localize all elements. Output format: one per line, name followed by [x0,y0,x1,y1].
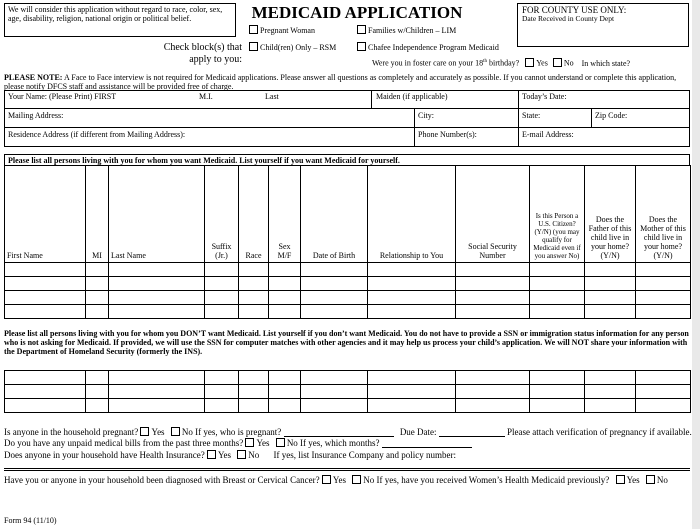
q3-list-label: If yes, list Insurance Company and policy number: [273,450,457,460]
q3-no-label: No [248,450,260,460]
phone-field[interactable]: Phone Number(s): [418,130,477,139]
option-label: Chafee Independence Program Medicaid [368,43,499,52]
option-pregnant-woman[interactable] [249,25,315,35]
check-block-label [148,42,242,65]
q1-due-input[interactable] [439,428,505,437]
residence-address-field[interactable]: Residence Address (if different from Mailing Address): [8,130,186,139]
option-children-rsm[interactable] [249,42,336,52]
option-label: Families w/Children – LIM [368,26,457,35]
q4-no-label: No If yes, have you received Women’s Health Medicaid previously? [363,475,610,485]
col-suffix: Suffix (Jr.) [205,166,239,263]
foster-suffix: birthday? [486,58,520,68]
q4-yes-label: Yes [332,475,347,485]
table-row[interactable] [5,277,691,291]
table2-heading [4,329,690,356]
foster-no-label: No [563,58,574,68]
check-block-label-line2: apply to you: [189,54,242,65]
col-sex: Sex M/F [269,166,301,263]
col-citizen: Is this Person a U.S. Citizen? (Y/N) (you may qualify for Medicaid even if you answer No) [530,166,585,263]
q4-text: Have you or anyone in your household been diagnosed with Breast or Cervical Cancer? [4,475,320,485]
form-title: MEDICAID APPLICATION [251,3,463,22]
checkbox-q1-no[interactable] [171,427,180,436]
col-ssn: Social Security Number [456,166,530,263]
q1-due-label: Due Date: [399,427,437,437]
notice-text: A Face to Face interview is not required for Medicaid applications. Please answer all questions as completely and accurately as possible. If you cannot understand or complete this application, please notify DFCS staff and assistance will be provided free of charge. [4,73,677,91]
check-block-label-line1: Check block(s) that [163,42,242,53]
checkbox-foster-no[interactable] [553,58,562,67]
today-date-field[interactable]: Today’s Date: [522,92,567,101]
checkbox-pregnant-woman[interactable] [249,25,258,34]
table-row[interactable] [5,371,691,385]
disclaimer-text: We will consider this application without regard to race, color, sex, age, disability, religion, national origin or political belief. [8,5,223,23]
checkbox-q4-yes2[interactable] [616,475,625,484]
county-use-box [517,3,689,47]
email-field[interactable]: E-mail Address: [522,130,574,139]
foster-prefix: Were you in foster care on your 18 [372,58,484,68]
col-last-name: Last Name [109,166,205,263]
checkbox-q4-yes[interactable] [322,475,331,484]
checkbox-chafee[interactable] [357,42,366,51]
col-mi: MI [86,166,109,263]
checkbox-children-rsm[interactable] [249,42,258,51]
q2-no-label: No If yes, which months? [286,438,380,448]
q1-who-input[interactable] [284,428,394,437]
table-row[interactable] [5,263,691,277]
col-father: Does the Father of this child live in your home? (Y/N) [585,166,636,263]
checkbox-q3-yes[interactable] [207,450,216,459]
checkbox-foster-yes[interactable] [525,58,534,67]
checkbox-q4-no2[interactable] [646,475,655,484]
checkbox-q1-yes[interactable] [140,427,149,436]
date-received-label: Date Received in County Dept [522,14,615,23]
q3-text: Does anyone in your household have Health Insurance? [4,450,205,460]
option-label: Child(ren) Only – RSM [260,43,337,52]
checkbox-q4-no[interactable] [352,475,361,484]
q1-yes-label: Yes [151,427,165,437]
city-field[interactable]: City: [418,111,435,120]
disclaimer-box [4,3,236,37]
option-families-lim[interactable] [357,25,456,35]
q2-yes-label: Yes [256,438,270,448]
checkbox-families-lim[interactable] [357,25,366,34]
col-race: Race [239,166,269,263]
state-field[interactable]: State: [522,111,541,120]
q1-no-label: No If yes, who is pregnant? [181,427,282,437]
option-label: Pregnant Woman [260,26,315,35]
q3-yes-label: Yes [217,450,232,460]
table-row[interactable] [5,305,691,319]
non-medicaid-persons-table [4,370,691,413]
foster-care-question [372,57,630,68]
question-cancer [4,475,668,485]
medicaid-persons-table [4,165,691,319]
col-relationship: Relationship to You [368,166,456,263]
option-chafee[interactable] [357,42,499,52]
checkbox-q2-yes[interactable] [245,438,254,447]
table-row[interactable] [5,399,691,413]
notice [4,73,690,91]
county-use-title: FOR COUNTY USE ONLY: [522,5,627,15]
zip-field[interactable]: Zip Code: [595,111,628,120]
mi-label: M.I. [199,92,213,101]
checkbox-q2-no[interactable] [276,438,285,447]
table1-heading-text: Please list all persons living with you for whom you want Medicaid. List yourself if you want Medicaid for yourself. [8,156,400,165]
question-medical-bills [4,438,472,448]
question-pregnant [4,427,692,437]
q1-text: Is anyone in the household pregnant? [4,427,139,437]
last-label: Last [265,92,279,101]
table-row[interactable] [5,291,691,305]
form-number: Form 94 (11/10) [4,516,57,525]
notice-label: PLEASE NOTE: [4,73,63,82]
q2-text: Do you have any unpaid medical bills from the past three months? [4,438,244,448]
q4-yes2-label: Yes [626,475,640,485]
mailing-address-field[interactable]: Mailing Address: [8,111,64,120]
maiden-field[interactable]: Maiden (if applicable) [376,92,448,101]
name-field[interactable]: Your Name: (Please Print) FIRST [8,92,117,101]
table2-heading-text: Please list all persons living with you for whom you DON’T want Medicaid. List yourself if you don’t want Medicaid. You do not have to provide a SSN or immigration status information for any person who is not asking for Medicaid. If provided, we will use the SSN for computer matches with other agencies and it may help us process your child’s application. We will NOT share your information with the Department of Homeland Security (formerly the INS). [4,329,689,356]
foster-yes-label: Yes [536,58,548,68]
question-insurance [4,450,456,460]
col-first-name: First Name [5,166,86,263]
col-mother: Does the Mother of this child live in your home? (Y/N) [636,166,691,263]
foster-state-label: In which state? [581,58,631,68]
col-dob: Date of Birth [301,166,368,263]
foster-sup: th [483,59,487,64]
q2-months-input[interactable] [382,439,472,448]
checkbox-q3-no[interactable] [237,450,246,459]
table-row[interactable] [5,385,691,399]
q4-no2-label: No [656,475,668,485]
q1-note: Please attach verification of pregnancy if available. [507,427,692,437]
